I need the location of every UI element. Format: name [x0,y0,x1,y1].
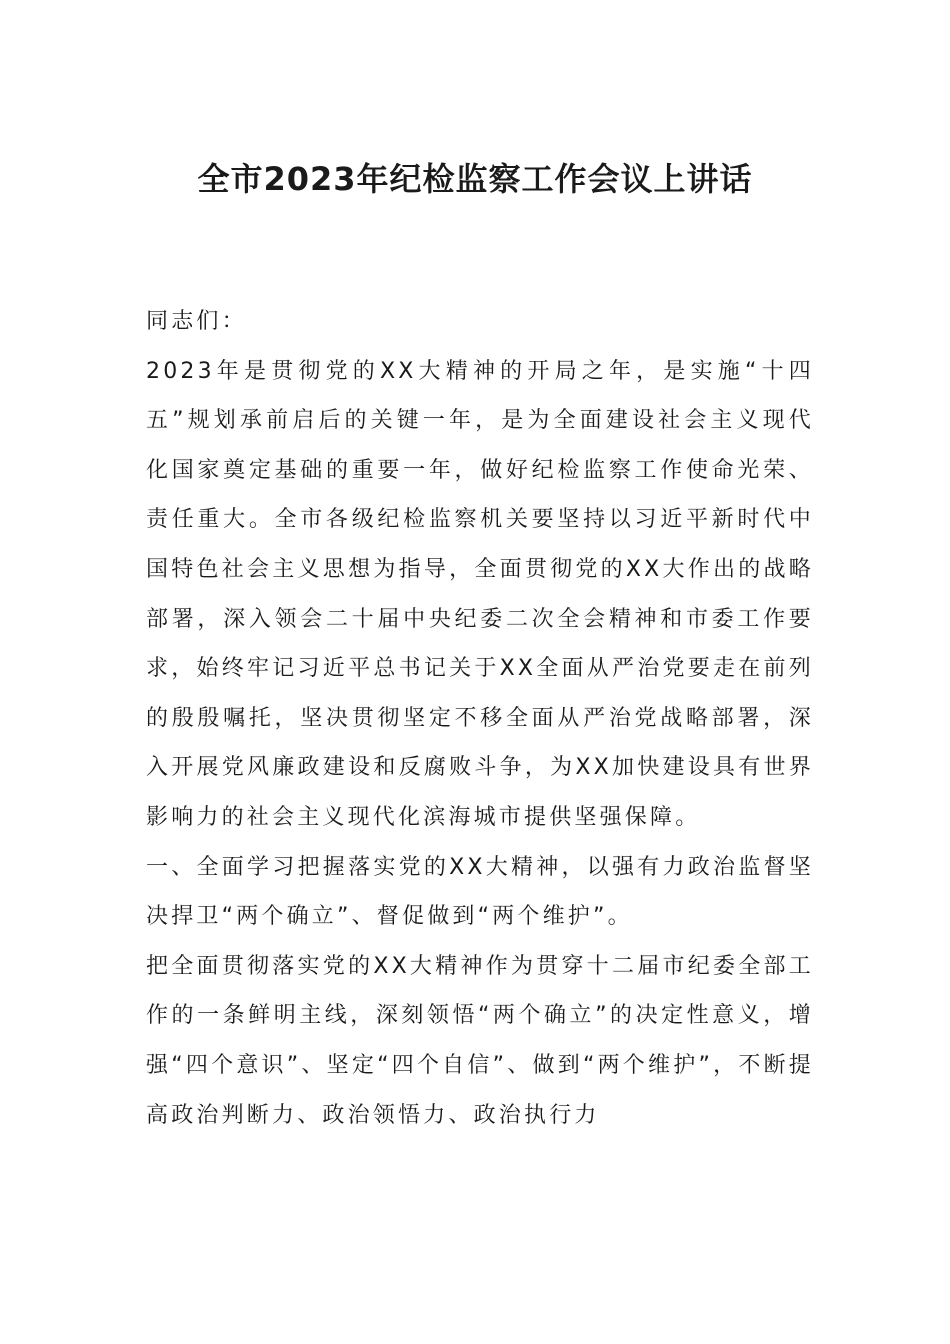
document-title: 全市2023年纪检监察工作会议上讲话 [197,160,753,198]
paragraph-intro: 2023年是贯彻党的XX大精神的开局之年，是实施“十四五”规划承前启后的关键一年，是为全面建设社会主义现代化国家奠定基础的重要一年，做好纪检监察工作使命光荣、责任重大。全市各级纪检监察机关要坚持以习近平新时代中国特色社会主义思想为指导，全面贯彻党的XX大作出的战略部署，深入领会二十届中央纪委二次全会精神和市委工作要求，始终牢记习近平总书记关于XX全面从严治党要走在前列的殷殷嘱托，坚决贯彻坚定不移全面从严治党战略部署，深入开展党风廉政建设和反腐败斗争，为XX加快建设具有世界影响力的社会主义现代化滨海城市提供坚强保障。 [146,358,814,830]
paragraph-section-1: 把全面贯彻落实党的XX大精神作为贯穿十二届市纪委全部工作的一条鲜明主线，深刻领悟“两个确立”的决定性意义，增强“四个意识”、坚定“四个自信”、做到“两个维护”，不断提高政治判断力、政治领悟力、政治执行力 [146,953,814,1128]
salutation: 同志们： [146,309,247,334]
section-heading-1: 一、全面学习把握落实党的XX大精神，以强有力政治监督坚决捍卫“两个确立”、督促做到“两个维护”。 [146,854,814,930]
document-body [146,297,814,1140]
